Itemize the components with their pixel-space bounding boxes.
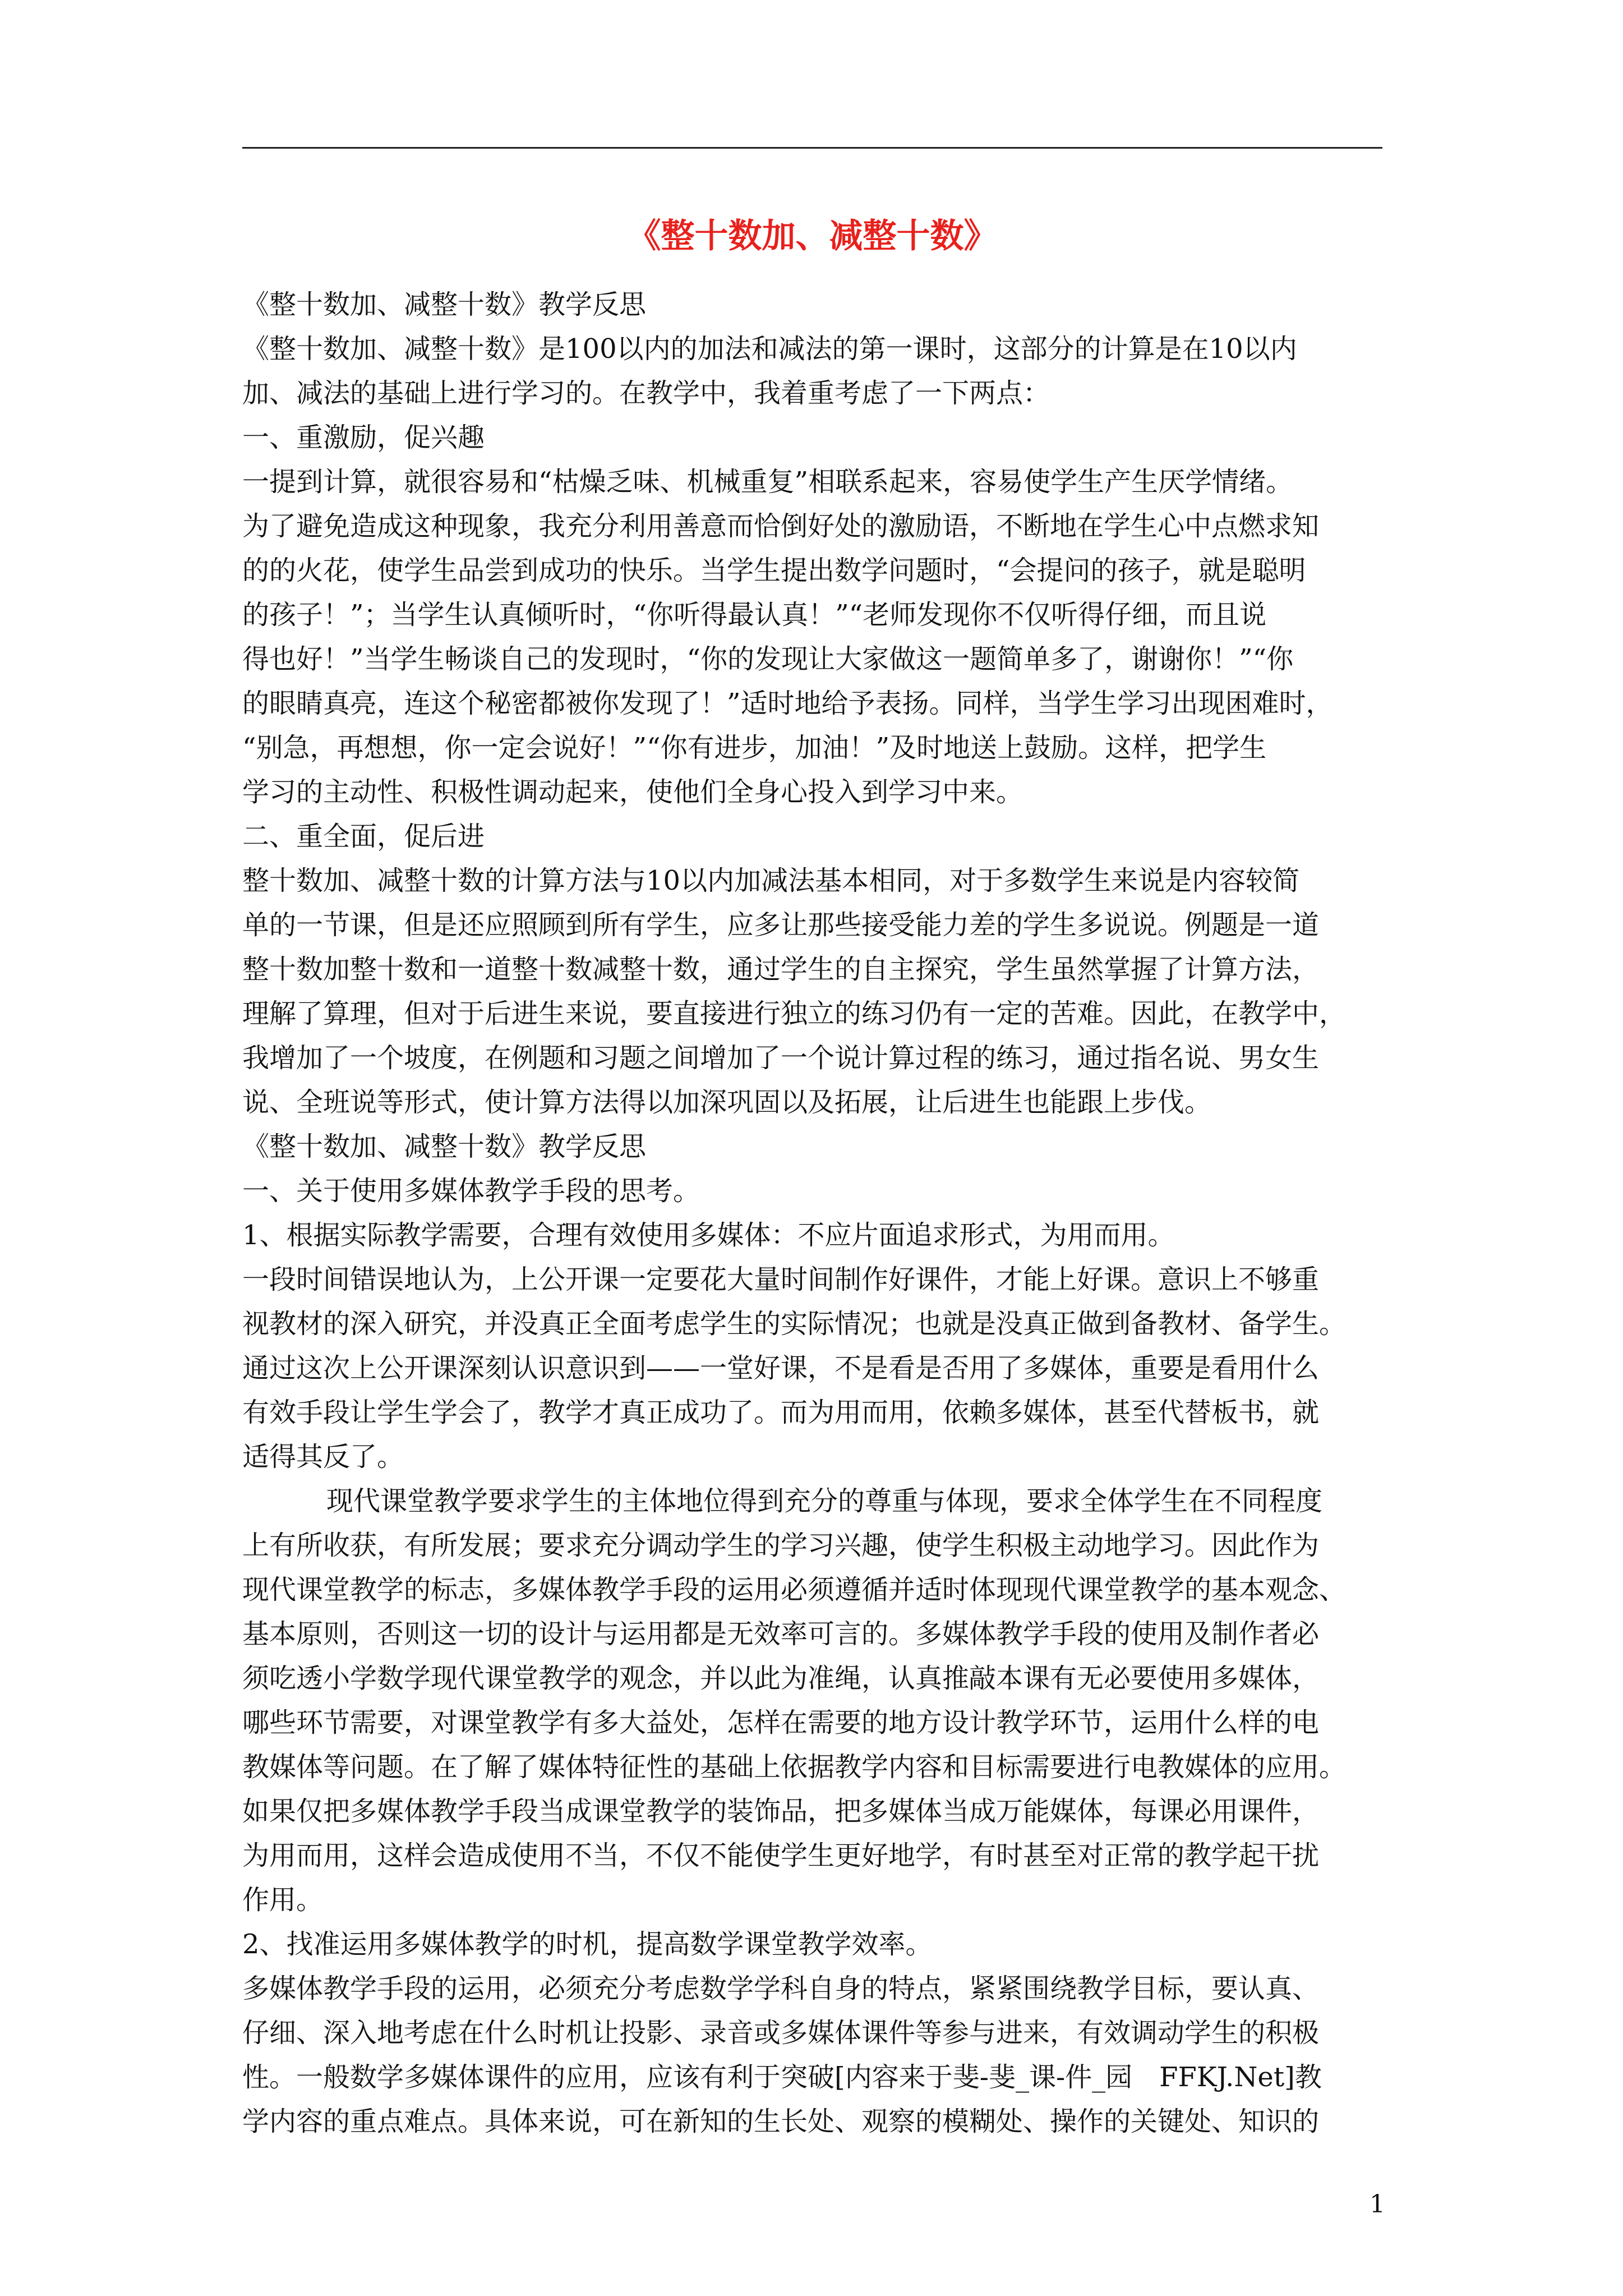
section-heading: 二、重全面，促后进 — [242, 821, 485, 852]
text-line: 仔细、深入地考虑在什么时机让投影、录音或多媒体课件等参与进来，有效调动学生的积极 — [242, 2017, 1320, 2049]
text-line: 的眼睛真亮，连这个秘密都被你发现了！”适时地给予表扬。同样，当学生学习出现困难时， — [242, 688, 1333, 719]
text-line: 说、全班说等形式，使计算方法得以加深巩固以及拓展，让后进生也能跟上步伐。 — [242, 1087, 1212, 1118]
text-line: 为用而用，这样会造成使用不当，不仅不能使学生更好地学，有时甚至对正常的教学起干扰 — [242, 1840, 1320, 1871]
text-line: 多媒体教学手段的运用，必须充分考虑数学学科自身的特点，紧紧围绕教学目标，要认真、 — [242, 1973, 1320, 2004]
text-line: 整十数加、减整十数的计算方法与10以内加减法基本相同，对于多数学生来说是内容较简 — [242, 865, 1300, 896]
text-line: 须吃透小学数学现代课堂教学的观念，并以此为准绳，认真推敲本课有无必要使用多媒体， — [242, 1663, 1320, 1694]
text-line: 学习的主动性、积极性调动起来，使他们全身心投入到学习中来。 — [242, 776, 1023, 808]
text-line: 《整十数加、减整十数》是100以内的加法和减法的第一课时，这部分的计算是在10以内 — [242, 333, 1297, 365]
text-line: 如果仅把多媒体教学手段当成课堂教学的装饰品，把多媒体当成万能媒体，每课必用课件， — [242, 1796, 1320, 1827]
text-line: 整十数加整十数和一道整十数减整十数，通过学生的自主探究，学生虽然掌握了计算方法， — [242, 954, 1320, 985]
text-line: 一提到计算，就很容易和“枯燥乏味、机械重复”相联系起来，容易使学生产生厌学情绪。 — [242, 466, 1293, 498]
document-body — [242, 283, 1386, 2144]
text-line: 的的火花，使学生品尝到成功的快乐。当学生提出数学问题时，“会提问的孩子，就是聪明 — [242, 555, 1306, 586]
text-line: 教媒体等问题。在了解了媒体特征性的基础上依据教学内容和目标需要进行电教媒体的应用。 — [242, 1751, 1347, 1783]
text-line: 性。一般数学多媒体课件的应用，应该有利于突破[内容来于斐-斐_课-件_园 FFKJ.Net]教 — [242, 2062, 1322, 2093]
header-rule — [242, 147, 1382, 149]
page-number: 1 — [1370, 2190, 1385, 2219]
text-line: 上有所收获，有所发展；要求充分调动学生的学习兴趣，使学生积极主动地学习。因此作为 — [242, 1530, 1320, 1561]
text-line: 《整十数加、减整十数》教学反思 — [242, 1131, 647, 1162]
text-line: 适得其反了。 — [242, 1441, 404, 1473]
text-line: 为了避免造成这种现象，我充分利用善意而恰倒好处的激励语，不断地在学生心中点燃求知 — [242, 510, 1320, 542]
text-line: 哪些环节需要，对课堂教学有多大益处，怎样在需要的地方设计教学环节，运用什么样的电 — [242, 1707, 1320, 1738]
text-line: 2、找准运用多媒体教学的时机，提高数学课堂教学效率。 — [242, 1929, 933, 1960]
text-line: 得也好！”当学生畅谈自己的发现时，“你的发现让大家做这一题简单多了，谢谢你！”“你 — [242, 643, 1294, 675]
text-line: 的孩子！”；当学生认真倾听时，“你听得最认真！”“老师发现你不仅听得仔细，而且说 — [242, 599, 1267, 631]
section-heading: 一、重激励，促兴趣 — [242, 422, 485, 453]
text-line: 学内容的重点难点。具体来说，可在新知的生长处、观察的模糊处、操作的关键处、知识的 — [242, 2106, 1320, 2137]
text-line: 单的一节课，但是还应照顾到所有学生，应多让那些接受能力差的学生多说说。例题是一道 — [242, 909, 1320, 941]
text-line: 基本原则，否则这一切的设计与运用都是无效率可言的。多媒体教学手段的使用及制作者必 — [242, 1618, 1320, 1650]
text-line: 1、根据实际教学需要，合理有效使用多媒体：不应片面追求形式，为用而用。 — [242, 1220, 1175, 1251]
text-line: 通过这次上公开课深刻认识意识到——一堂好课，不是看是否用了多媒体，重要是看用什么 — [242, 1352, 1320, 1384]
text-line: 我增加了一个坡度，在例题和习题之间增加了一个说计算过程的练习，通过指名说、男女生 — [242, 1042, 1320, 1074]
text-line-indented: 现代课堂教学要求学生的主体地位得到充分的尊重与体现，要求全体学生在不同程度 — [326, 1485, 1323, 1517]
text-line: “别急，再想想，你一定会说好！”“你有进步，加油！”及时地送上鼓励。这样，把学生 — [242, 732, 1267, 763]
text-line: 视教材的深入研究，并没真正全面考虑学生的实际情况；也就是没真正做到备教材、备学生。 — [242, 1308, 1347, 1340]
text-line: 有效手段让学生学会了，教学才真正成功了。而为用而用，依赖多媒体，甚至代替板书，就 — [242, 1397, 1320, 1428]
text-line: 现代课堂教学的标志，多媒体教学手段的运用必须遵循并适时体现现代课堂教学的基本观念、 — [242, 1574, 1347, 1605]
text-line: 一段时间错误地认为，上公开课一定要花大量时间制作好课件，才能上好课。意识上不够重 — [242, 1264, 1320, 1295]
text-line: 加、减法的基础上进行学习的。在教学中，我着重考虑了一下两点： — [242, 378, 1050, 409]
section-heading: 一、关于使用多媒体教学手段的思考。 — [242, 1175, 700, 1207]
text-line: 理解了算理，但对于后进生来说，要直接进行独立的练习仍有一定的苦难。因此，在教学中， — [242, 998, 1347, 1029]
text-line: 作用。 — [242, 1884, 324, 1916]
document-title: 《整十数加、减整十数》 — [627, 217, 998, 256]
text-line: 《整十数加、减整十数》教学反思 — [242, 289, 647, 320]
